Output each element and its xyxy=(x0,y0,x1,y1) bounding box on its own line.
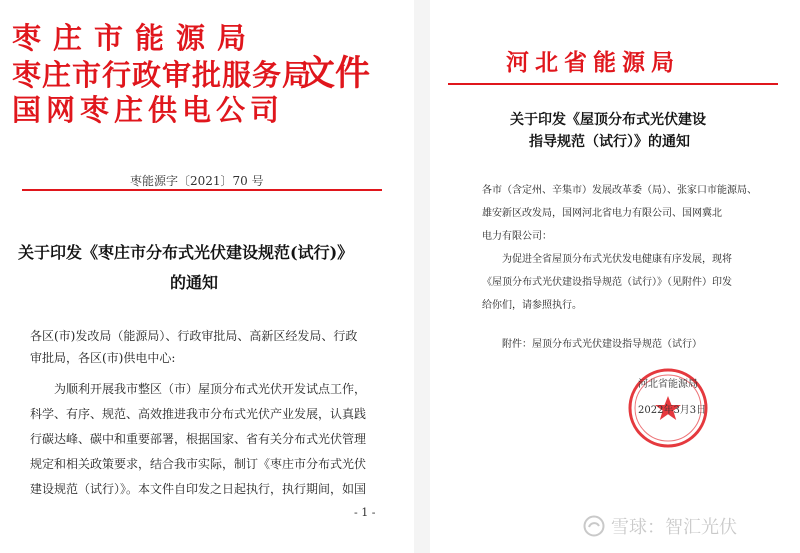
right-body-line: 《屋顶分布式光伏建设指导规范（试行）》（见附件）印发 xyxy=(482,277,732,288)
watermark xyxy=(583,514,737,538)
right-header: 河北省能源局 xyxy=(506,49,680,76)
left-title-line-1: 关于印发《枣庄市分布式光伏建设规范(试行)》 xyxy=(18,243,354,262)
right-recipients-line: 电力有限公司： xyxy=(482,231,552,242)
left-header-line-3: 国网枣庄供电公司 xyxy=(12,93,285,127)
seal-organization: 河北省能源局 xyxy=(638,379,698,390)
left-recipients-line-2: 审批局，各区(市)供电中心: xyxy=(30,351,176,365)
left-paragraph-line: 规定和相关政策要求，结合我市实际，制订《枣庄市分布式光伏 xyxy=(30,457,367,471)
snowball-logo-icon xyxy=(583,515,605,537)
red-divider-line xyxy=(22,189,382,191)
left-paragraph-line: 行碳达峰、碳中和重要部署，根据国家、省有关分布式光伏管理 xyxy=(30,432,367,446)
page-number: - 1 - xyxy=(354,506,376,519)
left-paragraph-line: 建设规范（试行）》。本文件自印发之日起执行，执行期间，如国 xyxy=(30,482,367,496)
right-recipients-line: 雄安新区改发局，国网河北省电力有限公司、国网冀北 xyxy=(482,208,722,219)
watermark-text: 雪球：智汇光伏 xyxy=(611,517,737,538)
right-body-line: 为促进全省屋顶分布式光伏发电健康有序发展，现将 xyxy=(502,254,732,265)
left-header-line-2: 枣庄市行政审批服务局 xyxy=(12,58,313,92)
document-number: 枣能源字〔2021〕70 号 xyxy=(130,174,264,188)
left-paragraph-line: 为顺利开展我市整区（市）屋顶分布式光伏开发试点工作， xyxy=(54,382,367,396)
right-recipients-line: 各市（含定州、辛集市）发展改革委（局）、张家口市能源局、 xyxy=(482,185,757,196)
left-header-line-1: 枣庄市能源局 xyxy=(12,21,259,55)
seal-date: 2022年3月3日 xyxy=(638,405,707,416)
left-header-suffix: 文件 xyxy=(300,53,371,94)
right-title-line-2: 指导规范（试行）》的通知 xyxy=(529,134,690,150)
page-gap xyxy=(414,0,430,553)
right-document xyxy=(430,18,800,553)
right-body-line: 给你们，请参照执行。 xyxy=(482,300,582,311)
red-divider-line xyxy=(448,83,778,85)
right-title-line-1: 关于印发《屋顶分布式光伏建设 xyxy=(510,112,706,128)
left-recipients-line-1: 各区(市)发改局（能源局）、行政审批局、高新区经发局、行政 xyxy=(30,329,358,343)
left-paragraph-line: 科学、有序、规范、高效推进我市分布式光伏产业发展，认真践 xyxy=(30,407,367,421)
attachment-line: 附件：屋顶分布式光伏建设指导规范（试行） xyxy=(502,339,702,350)
left-title-line-2: 的通知 xyxy=(170,273,219,292)
